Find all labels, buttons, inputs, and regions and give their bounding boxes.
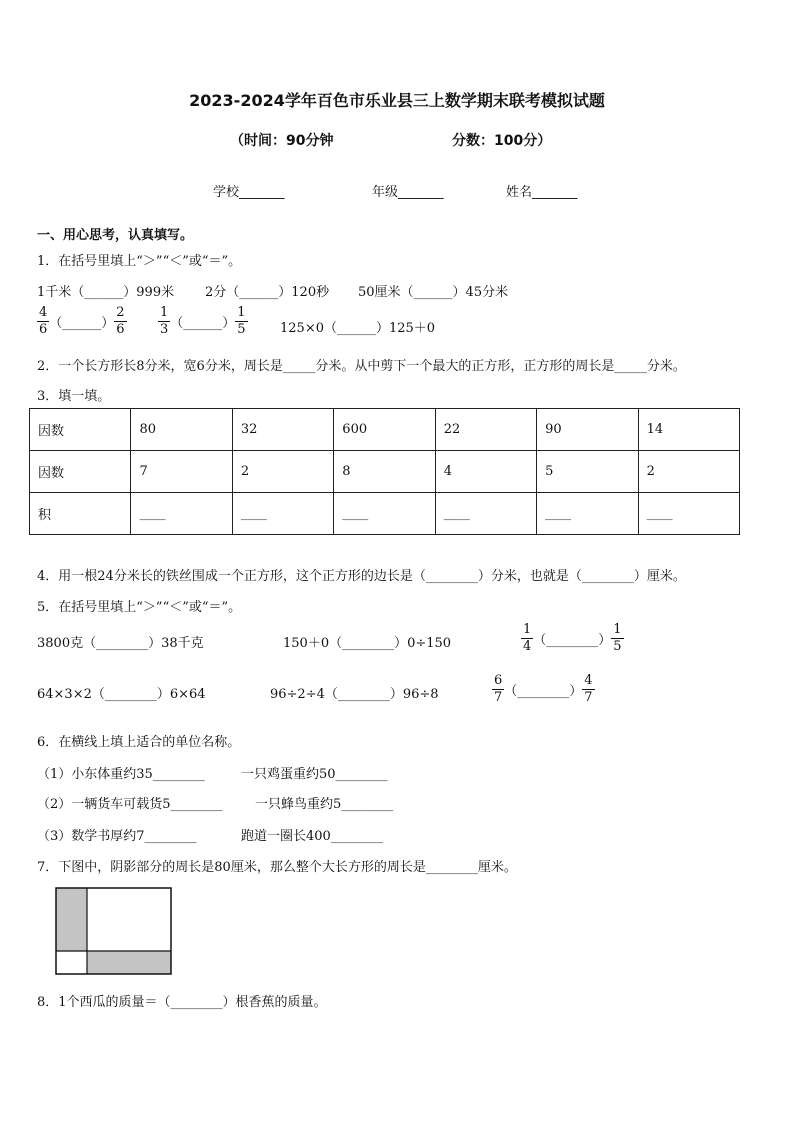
multiplication-table (29, 408, 740, 535)
table-cell: 5 (537, 451, 638, 493)
table-cell: 4 (435, 451, 536, 493)
fraction: $\frac{2}{6}$ (116, 305, 125, 337)
table-cell: 90 (537, 409, 638, 451)
answer-cell[interactable]: ____ (131, 493, 232, 535)
q7-text: 7．下图中，阴影部分的周长是80厘米，那么整个大长方形的周长是________厘米。 (37, 860, 517, 875)
table-cell: 因数 (30, 409, 131, 451)
q4-text: 4．用一根24分米长的铁丝围成一个正方形，这个正方形的边长是（________）分米，也就是（________）厘米。 (37, 569, 686, 584)
q6-stem: 6．在横线上填上适合的单位名称。 (37, 735, 241, 750)
q1-stem: 1．在括号里填上“＞”“＜”或“＝”。 (37, 254, 242, 269)
shaded-left-strip (56, 888, 87, 951)
q5-stem: 5．在括号里填上“＞”“＜”或“＝”。 (37, 600, 242, 615)
exam-score: 分数：100分） (452, 133, 552, 149)
fraction: $\frac{1}{4}$ (523, 622, 532, 654)
q5-item-c (521, 622, 624, 655)
answer-cell[interactable]: ____ (537, 493, 638, 535)
q5-item-d: 64×3×2（________）6×64 (37, 687, 206, 702)
shaded-bottom-strip (87, 951, 171, 974)
table-cell: 7 (131, 451, 232, 493)
answer-cell[interactable]: ____ (638, 493, 739, 535)
q5-item-b: 150＋0（________）0÷150 (283, 636, 452, 651)
fraction: $\frac{1}{3}$ (160, 305, 169, 337)
q8-text: 8．1个西瓜的质量＝（________）根香蕉的质量。 (37, 995, 327, 1010)
table-cell: 因数 (30, 451, 131, 493)
section-heading: 一、用心思考，认真填写。 (37, 228, 194, 243)
table-cell: 14 (638, 409, 739, 451)
exam-time: （时间：90分钟 (230, 133, 334, 149)
table-cell: 600 (334, 409, 435, 451)
grade-field: 年级_______ (372, 185, 444, 200)
answer-blank[interactable]: （________） (504, 684, 583, 699)
q1-item-c: 50厘米（______）45分米 (358, 285, 509, 300)
q1-expression: 125×0（______）125＋0 (280, 321, 436, 336)
table-row (30, 493, 740, 535)
name-field: 姓名_______ (506, 185, 578, 200)
table-row (30, 409, 740, 451)
page-title: 2023-2024学年百色市乐业县三上数学期末联考模拟试题 (189, 91, 605, 110)
q5-item-f (492, 673, 595, 706)
fraction: $\frac{4}{7}$ (584, 673, 593, 705)
q6-item-1b: 一只鸡蛋重约50________ (241, 767, 388, 782)
table-cell: 2 (638, 451, 739, 493)
q6-item-1a: （1）小东体重约35________ (37, 767, 205, 782)
q2-text: 2．一个长方形长8分米，宽6分米，周长是_____分米。从中剪下一个最大的正方形，正方形的周长是_____分米。 (37, 359, 686, 374)
table-cell: 80 (131, 409, 232, 451)
table-cell: 积 (30, 493, 131, 535)
answer-cell[interactable]: ____ (435, 493, 536, 535)
fraction: $\frac{1}{5}$ (613, 622, 622, 654)
answer-cell[interactable]: ____ (232, 493, 333, 535)
rectangle-diagram (55, 887, 173, 977)
q5-item-a: 3800克（________）38千克 (37, 636, 204, 651)
fraction: $\frac{1}{5}$ (237, 305, 246, 337)
answer-blank[interactable]: （________） (533, 633, 612, 648)
answer-blank[interactable]: （______） (49, 316, 115, 331)
q5-item-e: 96÷2÷4（________）96÷8 (270, 687, 439, 702)
table-cell: 2 (232, 451, 333, 493)
q6-item-2b: 一只蜂鸟重约5________ (255, 797, 394, 812)
q1-fraction-compare-2 (158, 305, 248, 338)
fraction: $\frac{6}{7}$ (494, 673, 503, 705)
q3-stem: 3．填一填。 (37, 389, 111, 404)
q1-item-a: 1千米（______）999米 (37, 285, 175, 300)
answer-cell[interactable]: ____ (334, 493, 435, 535)
school-field: 学校_______ (213, 185, 285, 200)
table-cell: 8 (334, 451, 435, 493)
q6-item-3b: 跑道一圈长400________ (241, 829, 383, 844)
table-row (30, 451, 740, 493)
q1-item-b: 2分（______）120秒 (205, 285, 330, 300)
table-cell: 22 (435, 409, 536, 451)
q6-item-3a: （3）数学书厚约7________ (37, 829, 197, 844)
q6-item-2a: （2）一辆货车可载货5________ (37, 797, 223, 812)
q1-fraction-compare-1 (37, 305, 127, 338)
table-cell: 32 (232, 409, 333, 451)
fraction: $\frac{4}{6}$ (39, 305, 48, 337)
answer-blank[interactable]: （______） (170, 316, 236, 331)
